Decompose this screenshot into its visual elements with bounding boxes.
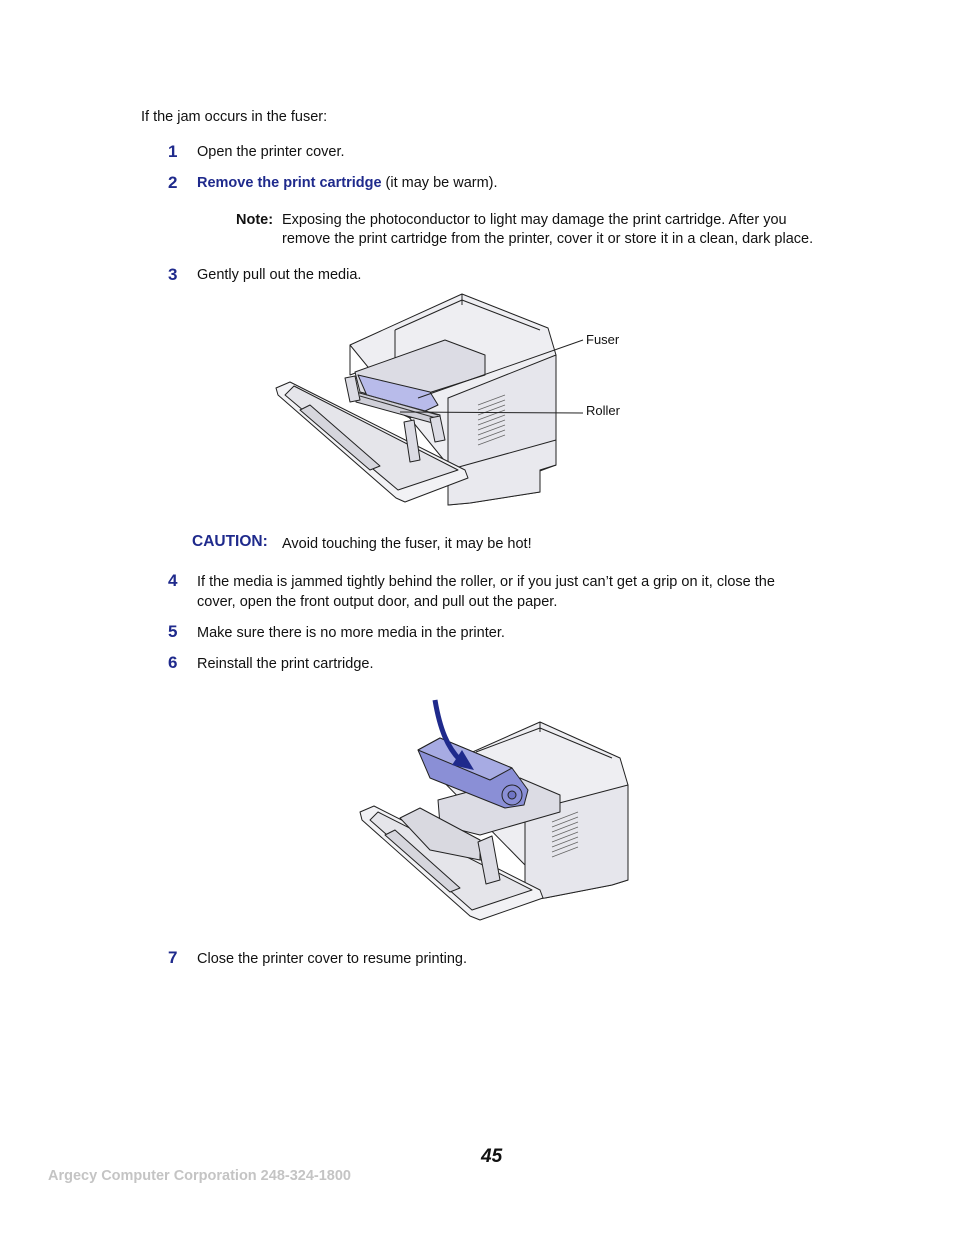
- step-2-text: (it may be warm).: [381, 175, 498, 191]
- page-number: 45: [481, 1146, 503, 1167]
- step-4-line-1: If the media is jammed tightly behind the roller, or if you just can’t get a grip on it, close the: [197, 574, 775, 590]
- step-2-number: 2: [168, 173, 178, 192]
- step-5-number: 5: [168, 622, 178, 641]
- caution-label: CAUTION:: [192, 533, 268, 550]
- callout-roller: Roller: [586, 403, 620, 418]
- step-4-number: 4: [168, 571, 178, 590]
- step-1-text: Open the printer cover.: [197, 144, 345, 160]
- footer-text: Argecy Computer Corporation 248-324-1800: [48, 1168, 351, 1184]
- step-7-text: Close the printer cover to resume printing.: [197, 951, 467, 967]
- step-3-text: Gently pull out the media.: [197, 267, 362, 283]
- step-5-text: Make sure there is no more media in the printer.: [197, 625, 505, 641]
- intro-text: If the jam occurs in the fuser:: [141, 109, 328, 125]
- note-line-1: Exposing the photoconductor to light may damage the print cartridge. After you: [282, 212, 787, 228]
- step-1-number: 1: [168, 142, 178, 161]
- caution-text: Avoid touching the fuser, it may be hot!: [282, 536, 532, 552]
- step-4-line-2: cover, open the front output door, and pull out the paper.: [197, 594, 558, 610]
- step-6-text: Reinstall the print cartridge.: [197, 656, 374, 672]
- note-line-2: remove the print cartridge from the printer, cover it or store it in a clean, dark place.: [282, 231, 814, 247]
- step-7-number: 7: [168, 948, 178, 967]
- step-3-number: 3: [168, 265, 178, 284]
- callout-fuser: Fuser: [586, 332, 620, 347]
- note-label: Note:: [236, 212, 274, 228]
- remove-cartridge-link[interactable]: Remove the print cartridge: [197, 175, 382, 191]
- step-6-number: 6: [168, 653, 178, 672]
